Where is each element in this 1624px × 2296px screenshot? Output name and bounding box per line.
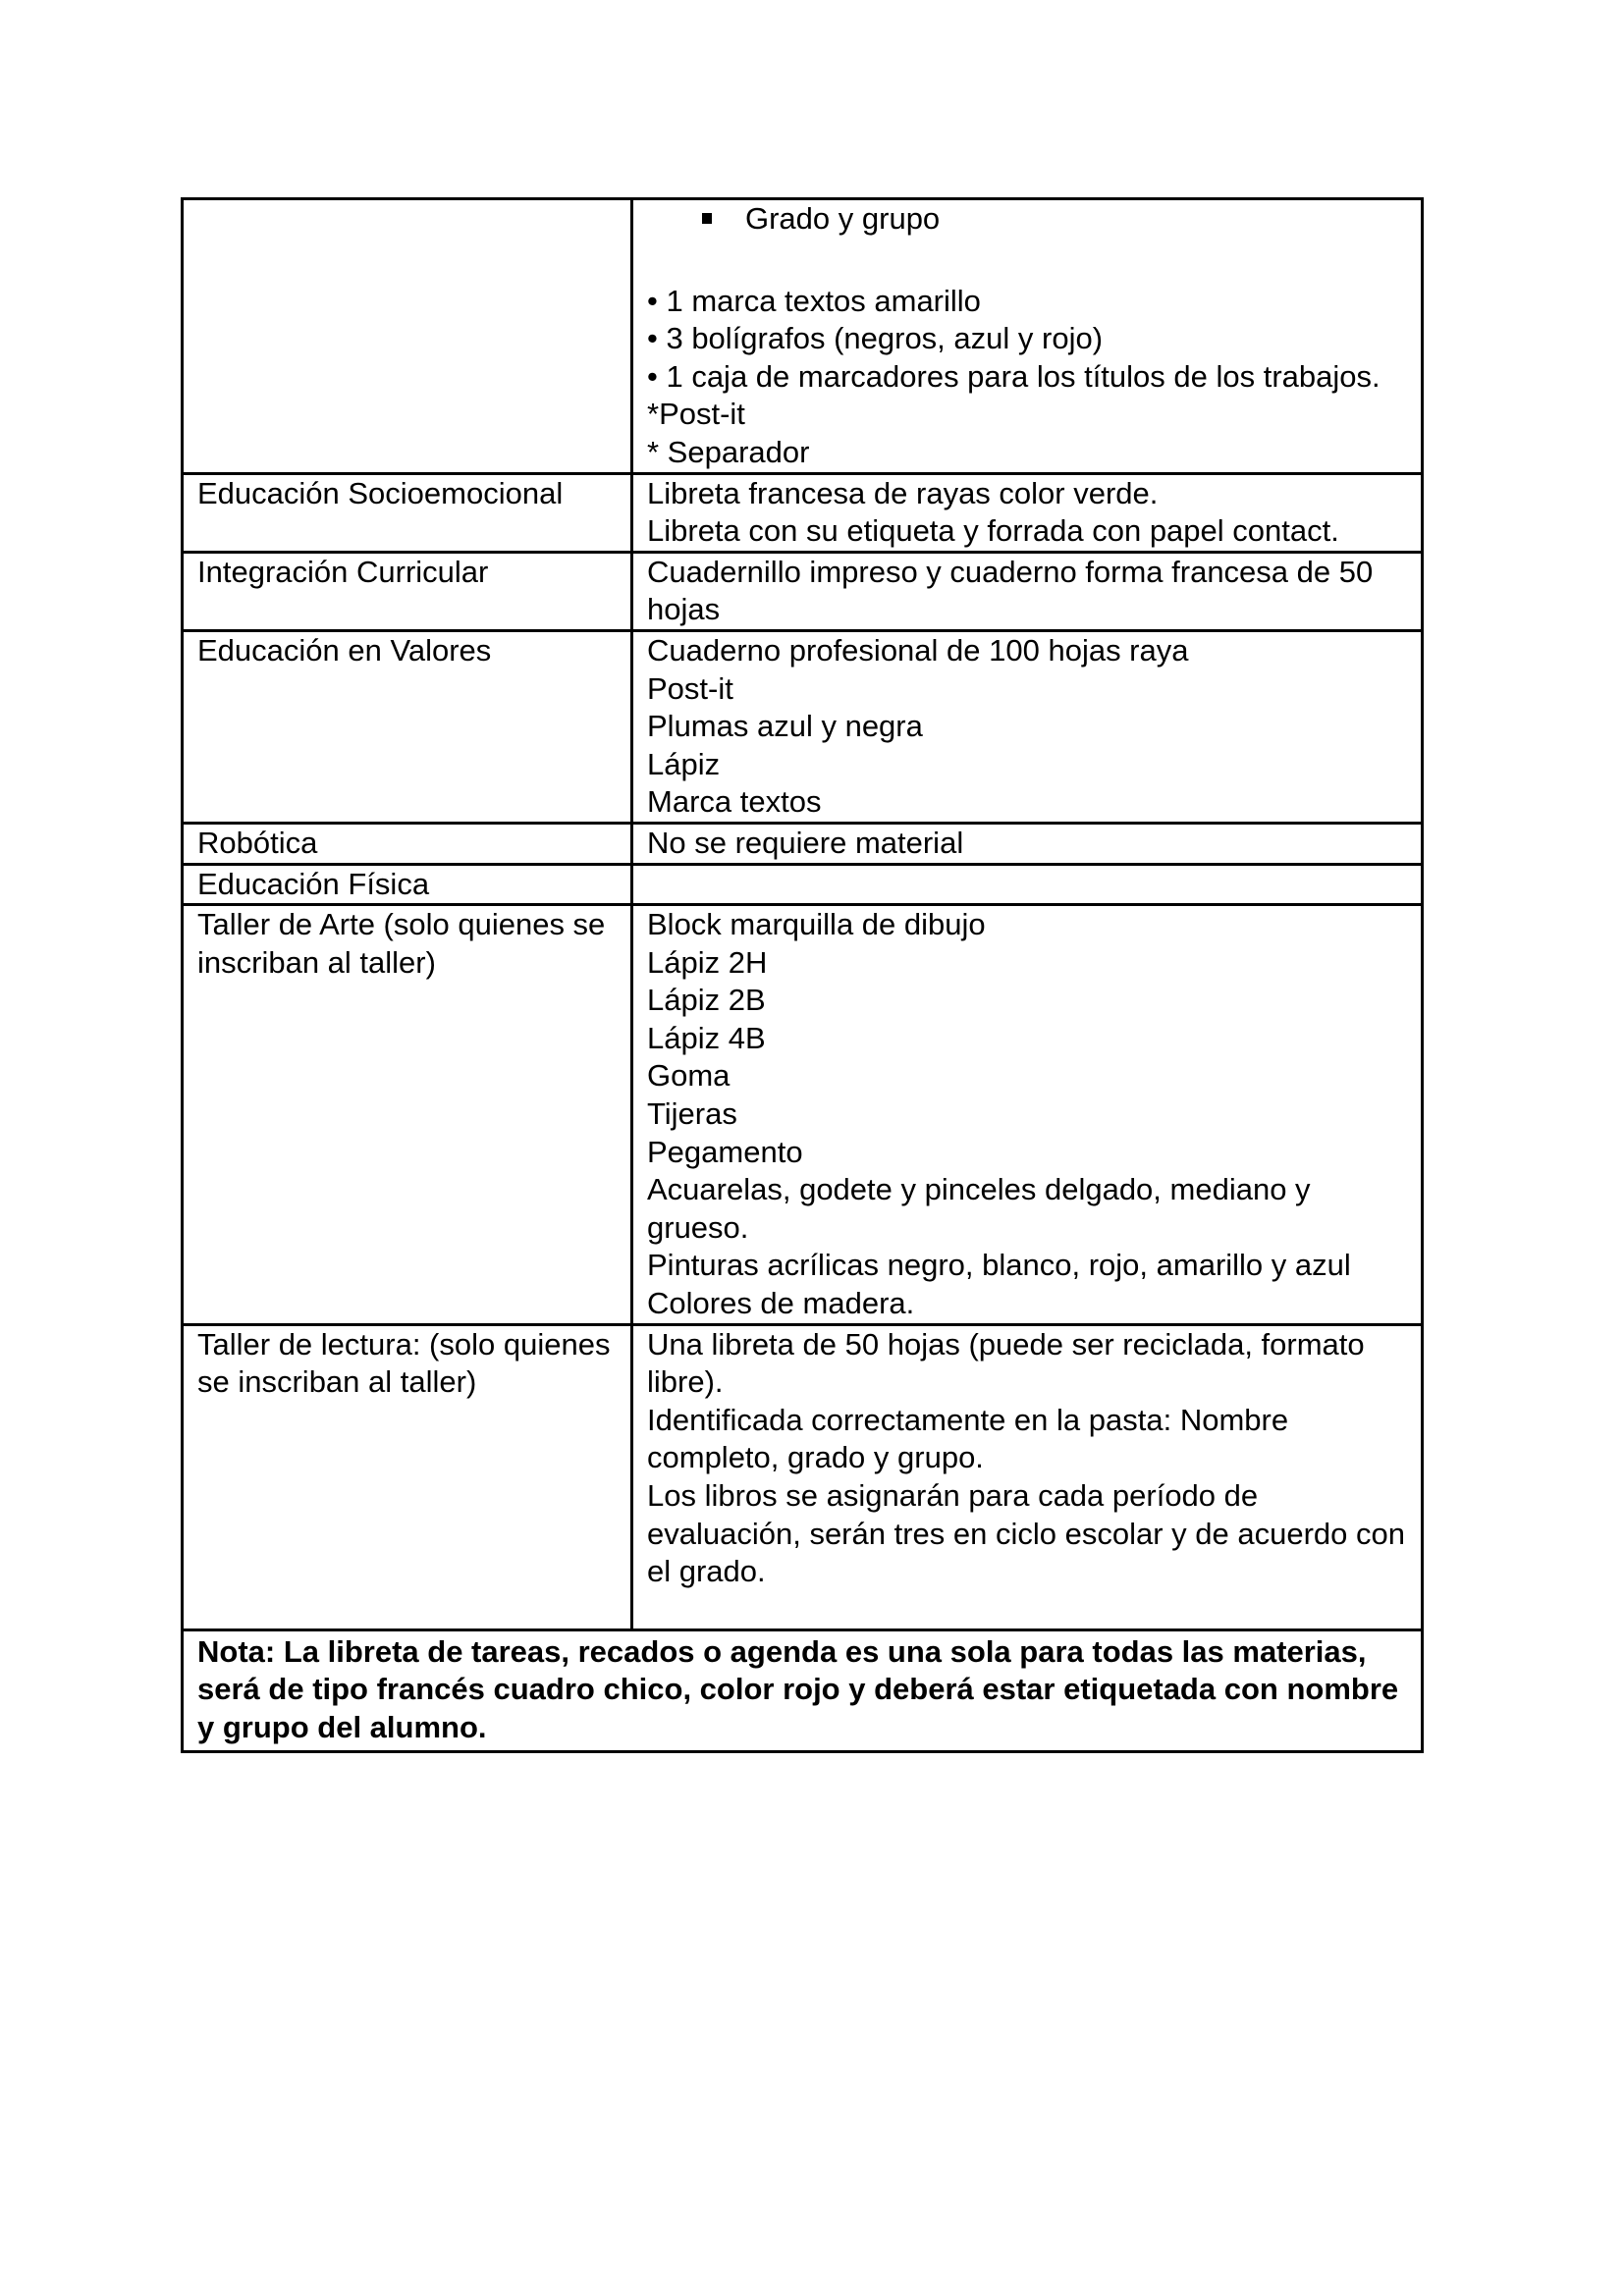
table-row <box>183 630 1423 823</box>
material-item: Tijeras <box>647 1096 737 1132</box>
material-item: Libreta con su etiqueta y forrada con papel contact. <box>647 513 1339 549</box>
materials-cell <box>632 199 1423 474</box>
materials-cell <box>632 473 1423 552</box>
spacer <box>647 1591 1407 1629</box>
subject-cell: Educación Física <box>183 864 632 905</box>
material-item: Lápiz 2B <box>647 983 766 1018</box>
subject-cell: Taller de lectura: (solo quienes se inscriban al taller) <box>183 1324 632 1629</box>
table-row <box>183 864 1423 905</box>
material-item: Goma <box>647 1058 731 1094</box>
table-row <box>183 473 1423 552</box>
subject-cell: Educación Socioemocional <box>183 473 632 552</box>
material-item: • 1 marca textos amarillo <box>647 283 981 318</box>
spacer <box>647 239 1407 283</box>
material-item: Post-it <box>647 670 733 706</box>
square-bullet-icon <box>702 213 712 224</box>
material-item: Identificada correctamente en la pasta: Nombre completo, grado y grupo. <box>647 1402 1289 1475</box>
material-item: Lápiz 4B <box>647 1020 766 1055</box>
materials-cell <box>632 1324 1423 1629</box>
materials-cell <box>632 905 1423 1325</box>
subject-cell: Robótica <box>183 823 632 864</box>
materials-cell <box>632 864 1423 905</box>
subject-cell <box>183 199 632 474</box>
material-item: • 3 bolígrafos (negros, azul y rojo) <box>647 321 1104 356</box>
material-item: Una libreta de 50 hojas (puede ser reciclada, formato libre). <box>647 1326 1365 1400</box>
material-item: Plumas azul y negra <box>647 709 923 744</box>
subject-cell: Integración Curricular <box>183 552 632 630</box>
sub-bullet-item: Grado y grupo <box>647 200 1407 239</box>
table-row <box>183 552 1423 630</box>
material-item: • 1 caja de marcadores para los títulos de los trabajos. <box>647 358 1380 394</box>
table-row-continuation <box>183 199 1423 474</box>
material-item: Marca textos <box>647 784 822 820</box>
subject-cell: Educación en Valores <box>183 630 632 823</box>
note-cell: Nota: La libreta de tareas, recados o agenda es una sola para todas las materias, será de tipo francés cuadro chico, color rojo y deberá estar etiquetada con nombre y grupo del alumno. <box>183 1629 1423 1751</box>
material-item: Lápiz <box>647 746 721 781</box>
material-item: Acuarelas, godete y pinceles delgado, mediano y grueso. <box>647 1172 1311 1245</box>
material-item: Cuaderno profesional de 100 hojas raya <box>647 632 1189 667</box>
material-item: Pinturas acrílicas negro, blanco, rojo, amarillo y azul <box>647 1248 1351 1283</box>
school-supplies-table <box>181 197 1424 1753</box>
materials-cell <box>632 552 1423 630</box>
subject-cell: Taller de Arte (solo quienes se inscriban al taller) <box>183 905 632 1325</box>
table-row <box>183 1324 1423 1629</box>
material-item: No se requiere material <box>647 825 964 860</box>
materials-cell <box>632 630 1423 823</box>
material-item: Lápiz 2H <box>647 944 768 980</box>
material-item: Cuadernillo impreso y cuaderno forma francesa de 50 hojas <box>647 554 1374 627</box>
material-item: Libreta francesa de rayas color verde. <box>647 475 1159 510</box>
material-item: Block marquilla de dibujo <box>647 907 986 942</box>
material-item: Los libros se asignarán para cada período de evaluación, serán tres en ciclo escolar y de acuerdo con el grado. <box>647 1478 1405 1589</box>
material-item: *Post-it <box>647 397 745 432</box>
table-row <box>183 823 1423 864</box>
materials-cell <box>632 823 1423 864</box>
note-row <box>183 1629 1423 1751</box>
material-item: Pegamento <box>647 1134 803 1169</box>
table-row <box>183 905 1423 1325</box>
material-item: * Separador <box>647 434 810 469</box>
material-item: Colores de madera. <box>647 1286 915 1321</box>
